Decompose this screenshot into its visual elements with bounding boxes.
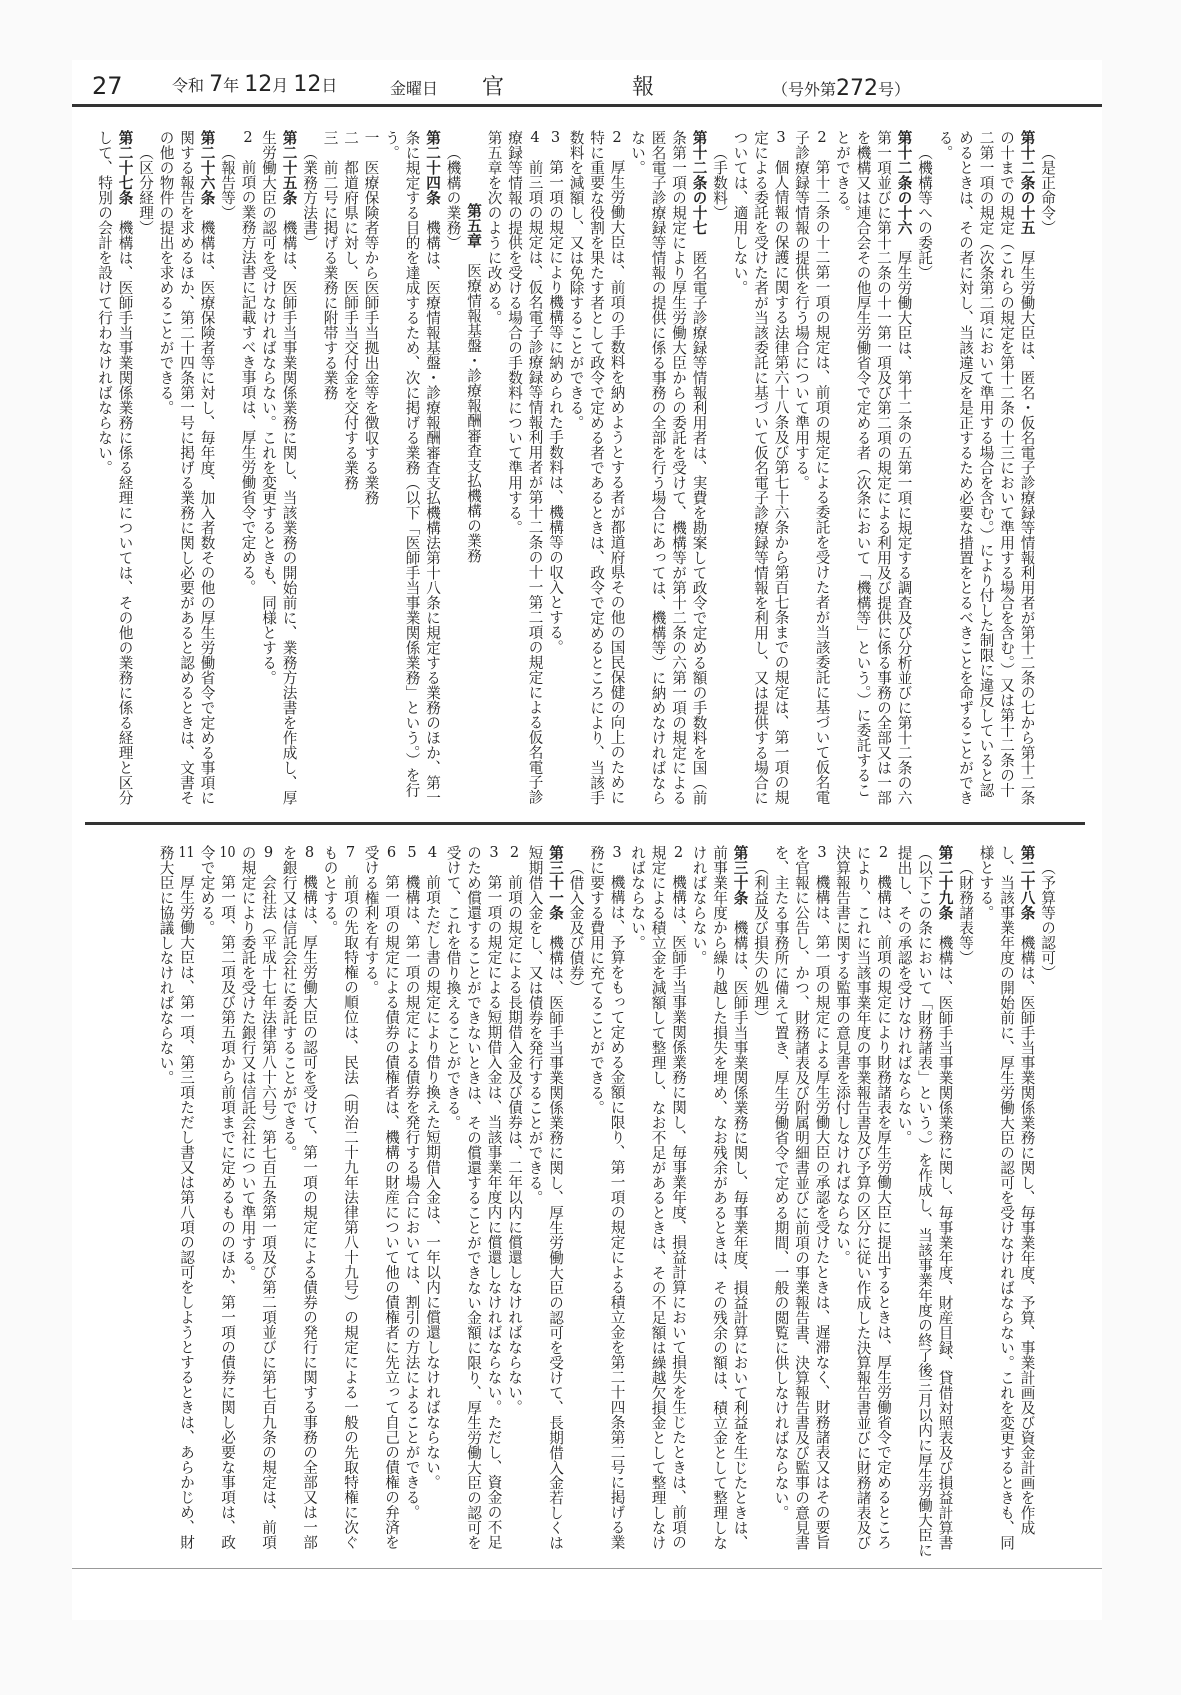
article-paragraph bbox=[258, 130, 299, 810]
article-text: 機構は、医師手当事業関係業務に関し、毎事業年度、財産目録、貸借対照表及び損益計算書（以下この条において「財務諸表」という。）を作成し、当該事業年度の終了後三月以内に厚生労働大臣に提出し、その承認を受けなければならない。 bbox=[895, 845, 954, 1558]
caption-text: （報告等） bbox=[219, 144, 236, 220]
paragraph-number: 2 bbox=[612, 130, 622, 145]
issue-suffix: 号） bbox=[878, 80, 911, 99]
numbered-paragraph bbox=[545, 130, 566, 810]
article-caption bbox=[1037, 130, 1058, 810]
article-paragraph bbox=[381, 130, 443, 810]
caption-text: （是正命令） bbox=[1039, 144, 1056, 235]
paragraph-text: 機構は、前項の規定により財務諸表を厚生労働大臣に提出するときは、厚生労働省令で定めるところにより、これに当該事業年度の事業報告書及び予算の区分に従い作成した決算報告書並びに財務諸表及び決算報告書に関する監事の意見書を添付しなければならない。 bbox=[834, 845, 892, 1550]
paragraph-number: 3 bbox=[817, 845, 827, 860]
paragraph-text: 前項ただし書の規定により借り換えた短期借入金は、一年以内に償還しなければならない。 bbox=[424, 874, 441, 1490]
numbered-paragraph bbox=[770, 845, 832, 1560]
numbered-paragraph bbox=[319, 845, 360, 1560]
article-caption bbox=[299, 130, 320, 810]
header-rule bbox=[72, 104, 1102, 107]
article-text: 機構は、医師手当事業関係業務に係る経理については、その他の業務に係る経理と区分して、特別の会計を設けて行わなければならない。 bbox=[96, 130, 134, 805]
paragraph-text: 機構は、厚生労働大臣の認可を受けて、第一項の規定による債券の発行に関する事務の全部又は一部を銀行又は信託会社に委託することができる。 bbox=[280, 845, 318, 1550]
article-caption bbox=[914, 130, 935, 810]
article-paragraph bbox=[524, 845, 565, 1560]
caption-text: （手数料） bbox=[711, 144, 728, 220]
date-month: 12 bbox=[244, 72, 273, 97]
article-paragraph bbox=[893, 845, 955, 1560]
paragraph-text: 前項の業務方法書に記載すべき事項は、厚生労働省令で定める。 bbox=[239, 159, 257, 595]
date-era: 令和 bbox=[172, 76, 205, 95]
article-text: 機構は、医療情報基盤・診療報酬審査支払機構法第十八条に規定する業務のほか、第一条に規定する目的を達成するため、次に掲げる業務（以下「医師手当事業関係業務」という。）を行う。 bbox=[383, 130, 441, 805]
item-text: 前二号に掲げる業務に附帯する業務 bbox=[321, 160, 339, 400]
article-caption bbox=[709, 130, 730, 810]
article-label: 第二十五条 bbox=[280, 130, 298, 205]
article-text: 機構は、医師手当事業関係業務に関し、当該業務の開始前に、業務方法書を作成し、厚生労働大臣の認可を受けなければならない。これを変更するときも、同様とする。 bbox=[260, 130, 298, 805]
paragraph-text: 機構は、第一項の規定による債券を発行する場合においては、割引の方法によることができる。 bbox=[403, 874, 421, 1520]
paragraph-text: 機構は、予算をもって定める金額に限り、第一項の規定による積立金を第二十四条第二号に掲げる業務に要する費用に充てることができる。 bbox=[588, 845, 626, 1550]
lower-text-block bbox=[77, 845, 1057, 1560]
paragraph-text: 厚生労働大臣は、前項の手数料を納めようとする者が都道府県その他の国民保健の向上のために特に重要な役割を果たす者として政令で定める者であるときは、政令で定めるところにより、当該手数料を減額し、又は免除することができる。 bbox=[567, 130, 626, 805]
date-year: 7 bbox=[209, 72, 224, 97]
caption-text: （区分経理） bbox=[137, 144, 154, 235]
article-text: 機構は、医療保険者等に対し、毎年度、加入者数その他の厚生労働省令で定める事項に関する報告を求めるほか、第二十四条第一号に掲げる業務に関し必要があると認めるときは、文書その他の物件の提出を求めることができる。 bbox=[157, 130, 216, 805]
article-label: 第二十七条 bbox=[116, 130, 134, 205]
list-item bbox=[340, 130, 361, 810]
paragraph-text: 第一項、第二項及び第五項から前項までに定めるもののほか、第一項の債券に関し必要な事項は、政令で定める。 bbox=[198, 845, 236, 1550]
paragraph-number: 2 bbox=[243, 130, 253, 145]
paragraph-text: 前三項の規定は、仮名電子診療録等情報利用者が第十二条の十一第二項の規定による仮名電子診療録等情報の提供を受ける場合の手数料について準用する。 bbox=[506, 130, 544, 805]
article-text: 匿名電子診療録等情報利用者は、実費を勘案して政令で定める額の手数料を国（前条第一項の規定により厚生労働大臣からの委託を受けて、機構等が第十二条の六第一項の規定による匿名電子診療録等情報の提供に係る事務の全部を行う場合にあっては、機構等）に納めなければならない。 bbox=[629, 130, 708, 805]
caption-text: （機構の業務） bbox=[444, 144, 462, 250]
article-text: 機構は、医師手当事業関係業務に関し、毎事業年度、損益計算において利益を生じたときは、前事業年度から繰り越した損失を埋め、なお残余があるときは、その残余の額は、積立金として整理しなければならない。 bbox=[690, 845, 749, 1550]
article-label: 第二十六条 bbox=[198, 130, 216, 205]
caption-text: （借入金及び債券） bbox=[567, 859, 585, 995]
list-item bbox=[360, 130, 381, 810]
paragraph-number: 11 bbox=[178, 845, 195, 860]
article-paragraph bbox=[94, 130, 135, 810]
article-caption bbox=[955, 845, 976, 1560]
caption-text: （利益及び損失の処理） bbox=[752, 859, 769, 1025]
issue-number-value: 272 bbox=[836, 76, 879, 101]
article-label: 第三十条 bbox=[731, 845, 749, 905]
article-paragraph bbox=[832, 130, 914, 810]
paragraph-number: 4 bbox=[530, 130, 540, 145]
article-text: 厚生労働大臣は、匿名・仮名電子診療録等情報利用者が第十二条の七から第十二条の十までの規定（これらの規定を第十二条の十三において準用する場合を含む。）又は第十二条の十二第一項の規定（次条第二項において準用する場合を含む。）により付した制限に違反していると認めるときは、その者に対し、当該違反を是正するため必要な措置をとるべきことを命ずることができる。 bbox=[936, 130, 1036, 805]
numbered-paragraph bbox=[237, 130, 258, 810]
paragraph-text: 機構は、医師手当事業関係業務に関し、毎事業年度、損益計算において損失を生じたときは、前項の規定による積立金を減額して整理し、なお不足があるときは、その不足額は繰越欠損金として整理しなければならない。 bbox=[629, 845, 687, 1550]
paragraph-number: 2 bbox=[673, 845, 684, 860]
numbered-paragraph bbox=[586, 845, 627, 1560]
numbered-paragraph bbox=[196, 845, 237, 1560]
paragraph-number: 10 bbox=[219, 845, 236, 860]
paragraph-number: 3 bbox=[612, 845, 622, 860]
section-divider-rule bbox=[85, 822, 1085, 825]
item-text: 都道府県に対し、医師手当交付金を交付する業務 bbox=[342, 160, 359, 490]
caption-text: （予算等の認可） bbox=[1039, 859, 1056, 980]
paragraph-number: 3 bbox=[776, 130, 786, 145]
article-caption bbox=[217, 130, 238, 810]
instruction-text: 第五章を次のように改める。 bbox=[485, 130, 503, 325]
caption-text: （機構等への委託） bbox=[916, 144, 933, 280]
article-label: 第十二条の十七 bbox=[690, 130, 708, 235]
paragraph-number: 2 bbox=[509, 845, 520, 860]
article-caption bbox=[135, 130, 156, 810]
caption-text: （業務方法書） bbox=[301, 144, 318, 250]
item-number: 一 bbox=[362, 130, 380, 145]
chapter-heading bbox=[463, 130, 484, 810]
paragraph-text: 第十二条の十二第一項の規定は、前項の規定による委託を受けた者が当該委託に基づいて仮名電子診療録等情報の提供を行う場合について準用する。 bbox=[793, 130, 831, 805]
article-paragraph bbox=[627, 130, 709, 810]
numbered-paragraph bbox=[237, 845, 278, 1560]
article-label: 第十二条の十六 bbox=[895, 130, 913, 235]
paragraph-number: 2 bbox=[817, 130, 827, 145]
paragraph-text: 第一項の規定による短期借入金は、当該事業年度内に償還しなければならない。ただし、資金の不足のため償還することができないときは、その償還することができない金額に限り、厚生労働大臣の認可を受けて、これを借り換えることができる。 bbox=[444, 845, 503, 1550]
article-paragraph bbox=[934, 130, 1037, 810]
chapter-label: 第五章 bbox=[465, 203, 482, 248]
paragraph-number: 8 bbox=[304, 845, 315, 860]
date-month-unit: 月 bbox=[272, 76, 289, 95]
issue-date bbox=[172, 72, 337, 97]
page-header bbox=[72, 68, 1102, 108]
date-year-unit: 年 bbox=[223, 76, 240, 95]
article-paragraph bbox=[688, 845, 750, 1560]
footer-rule bbox=[72, 1568, 1102, 1569]
paragraph-text: 個人情報の保護に関する法律第六十八条及び第七十六条から第百七条までの規定は、第一項の規定による委託を受けた者が当該委託に基づいて仮名電子診療録等情報を利用し、又は提供する場合については、適用しない。 bbox=[731, 130, 790, 805]
article-label: 第三十一条 bbox=[547, 845, 564, 920]
paragraph-text: 第一項の規定による債券の債権者は、機構の財産について他の債権者に先立って自己の債権の弁済を受ける権利を有する。 bbox=[362, 845, 400, 1550]
numbered-paragraph bbox=[360, 845, 401, 1560]
numbered-paragraph bbox=[729, 130, 791, 810]
paragraph-text: 前項の先取特権の順位は、民法（明治二十九年法律第八十九号）の規定による一般の先取特権に次ぐものとする。 bbox=[321, 845, 359, 1550]
numbered-paragraph bbox=[401, 845, 422, 1560]
numbered-paragraph bbox=[565, 130, 627, 810]
issue-prefix: （号外第 bbox=[772, 80, 837, 99]
article-caption bbox=[750, 845, 771, 1560]
paragraph-number: 5 bbox=[407, 845, 417, 860]
upper-text-block bbox=[77, 130, 1057, 810]
article-caption bbox=[1037, 845, 1058, 1560]
numbered-paragraph bbox=[504, 130, 545, 810]
list-item bbox=[319, 130, 340, 810]
numbered-paragraph bbox=[791, 130, 832, 810]
paragraph-text: 機構は、第一項の規定による厚生労働大臣の承認を受けたときは、遅滞なく、財務諸表又はその要旨を官報に公告し、かつ、財務諸表及び附属明細書並びに前項の事業報告書、決算報告書及び監事の意見書を、主たる事務所に備えて置き、厚生労働省令で定める期間、一般の閲覧に供しなければならない。 bbox=[772, 845, 831, 1550]
date-day-unit: 日 bbox=[321, 76, 338, 95]
gazette-title-char-1: 官 bbox=[482, 75, 505, 100]
issue-number bbox=[772, 76, 910, 101]
numbered-paragraph bbox=[504, 845, 525, 1560]
paragraph-text: 前項の規定による長期借入金及び債券は、二年以内に償還しなければならない。 bbox=[506, 874, 523, 1415]
numbered-paragraph bbox=[442, 845, 504, 1560]
item-number: 二 bbox=[342, 130, 359, 145]
paragraph-text: 厚生労働大臣は、第一項、第三項ただし書又は第八項の認可をしようとするときは、あらかじめ、財務大臣に協議しなければならない。 bbox=[157, 845, 195, 1550]
numbered-paragraph bbox=[422, 845, 443, 1560]
article-text: 機構は、医師手当事業関係業務に関し、毎事業年度、予算、事業計画及び資金計画を作成し、当該事業年度の開始前に、厚生労働大臣の認可を受けなければならない。これを変更するときも、同様とする。 bbox=[977, 845, 1036, 1550]
article-caption bbox=[565, 845, 586, 1560]
date-day: 12 bbox=[293, 72, 322, 97]
paragraph-number: 4 bbox=[427, 845, 438, 860]
amendment-instruction bbox=[483, 130, 504, 810]
paragraph-text: 第一項の規定により機構等に納められた手数料は、機構等の収入とする。 bbox=[547, 159, 564, 655]
article-label: 第十二条の十五 bbox=[1018, 130, 1036, 235]
paragraph-number: 2 bbox=[878, 845, 889, 860]
chapter-title: 医療情報基盤・診療報酬審査支払機構の業務 bbox=[465, 263, 482, 563]
paragraph-number: 9 bbox=[263, 845, 274, 860]
article-paragraph bbox=[975, 845, 1037, 1560]
paragraph-text: 会社法（平成十七年法律第八十六号）第七百五条第一項及び第二項並びに第七百九条の規定は、前項の規定により委託を受けた銀行又は信託会社について準用する。 bbox=[239, 845, 277, 1550]
numbered-paragraph bbox=[155, 845, 196, 1560]
article-label: 第二十八条 bbox=[1018, 845, 1036, 920]
numbered-paragraph bbox=[627, 845, 689, 1560]
numbered-paragraph bbox=[278, 845, 319, 1560]
page-number: 27 bbox=[92, 72, 123, 100]
weekday: 金曜日 bbox=[390, 79, 439, 98]
gazette-title-char-2: 報 bbox=[632, 75, 655, 100]
article-label: 第二十九条 bbox=[936, 845, 954, 920]
article-text: 厚生労働大臣は、第十二条の五第一項に規定する調査及び分析並びに第十二条の六第一項並びに第十二条の十一第一項及び第二項の規定による利用及び提供に係る事務の全部又は一部を機構又は連合会その他厚生労働省令で定める者（次条において「機構等」という。）に委託することができる。 bbox=[834, 130, 913, 805]
article-label: 第二十四条 bbox=[424, 130, 441, 205]
numbered-paragraph bbox=[832, 845, 894, 1560]
paragraph-number: 3 bbox=[489, 845, 499, 860]
article-text: 機構は、医師手当事業関係業務に関し、厚生労働大臣の認可を受けて、長期借入金若しくは短期借入金をし、又は債券を発行することができる。 bbox=[526, 845, 564, 1550]
caption-text: （財務諸表等） bbox=[957, 859, 974, 965]
paragraph-number: 7 bbox=[345, 845, 356, 860]
paragraph-number: 3 bbox=[550, 130, 561, 145]
item-number: 三 bbox=[321, 130, 339, 145]
paragraph-number: 6 bbox=[386, 845, 397, 860]
article-caption bbox=[442, 130, 463, 810]
article-paragraph bbox=[155, 130, 217, 810]
item-text: 医療保険者等から医師手当拠出金等を徴収する業務 bbox=[362, 160, 380, 505]
